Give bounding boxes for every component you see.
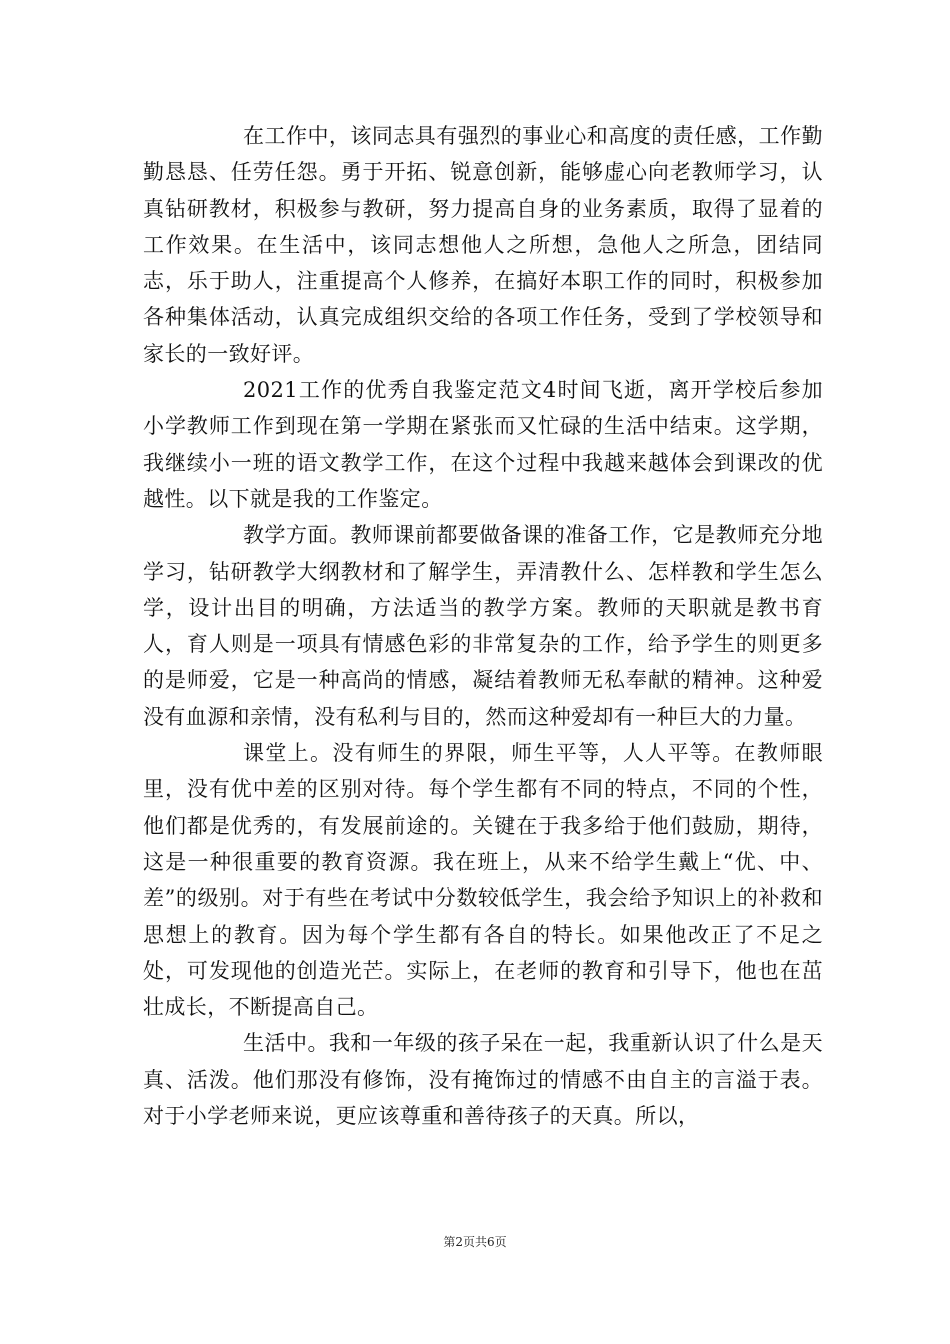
page-number: 第2页共6页 [443, 1235, 507, 1249]
paragraph-self-appraisal-intro: 2021工作的优秀自我鉴定范文4时间飞逝，离开学校后参加小学教师工作到现在第一学期在紧张而又忙碌的生活中结束。这学期，我继续小一班的语文教学工作，在这个过程中我越来越体会到课改的优越性。以下就是我的工作鉴定。 [143, 378, 823, 511]
paragraph-teaching: 教学方面。教师课前都要做备课的准备工作，它是教师充分地学习，钻研教学大纲教材和了解学生，弄清教什么、怎样教和学生怎么学，设计出目的明确，方法适当的教学方案。教师的天职就是教书育人，育人则是一项具有情感色彩的非常复杂的工作，给予学生的则更多的是师爱，它是一种高尚的情感，凝结着教师无私奉献的精神。这种爱没有血源和亲情，没有私利与目的，然而这种爱却有一种巨大的力量。 [143, 523, 823, 729]
document-body [143, 118, 823, 1134]
paragraph-classroom: 课堂上。没有师生的界限，师生平等，人人平等。在教师眼里，没有优中差的区别对待。每个学生都有不同的特点，不同的个性，他们都是优秀的，有发展前途的。关键在于我多给于他们鼓励，期待，这是一种很重要的教育资源。我在班上，从来不给学生戴上“优、中、差”的级别。对于有些在考试中分数较低学生，我会给予知识上的补救和思想上的教育。因为每个学生都有各自的特长。如果他改正了不足之处，可发现他的创造光芒。实际上，在老师的教育和引导下，他也在茁壮成长，不断提高自己。 [143, 741, 823, 1020]
paragraph-daily-life: 生活中。我和一年级的孩子呆在一起，我重新认识了什么是天真、活泼。他们那没有修饰，没有掩饰过的情感不由自主的言溢于表。对于小学老师来说，更应该尊重和善待孩子的天真。所以， [143, 1031, 823, 1129]
paragraph-work-attitude: 在工作中，该同志具有强烈的事业心和高度的责任感，工作勤勤恳恳、任劳任怨。勇于开拓、锐意创新，能够虚心向老教师学习，认真钻研教材，积极参与教研，努力提高自身的业务素质，取得了显着的工作效果。在生活中，该同志想他人之所想，急他人之所急，团结同志，乐于助人，注重提高个人修养，在搞好本职工作的同时，积极参加各种集体活动，认真完成组织交给的各项工作任务，受到了学校领导和家长的一致好评。 [143, 124, 823, 366]
page-footer [0, 1233, 950, 1250]
